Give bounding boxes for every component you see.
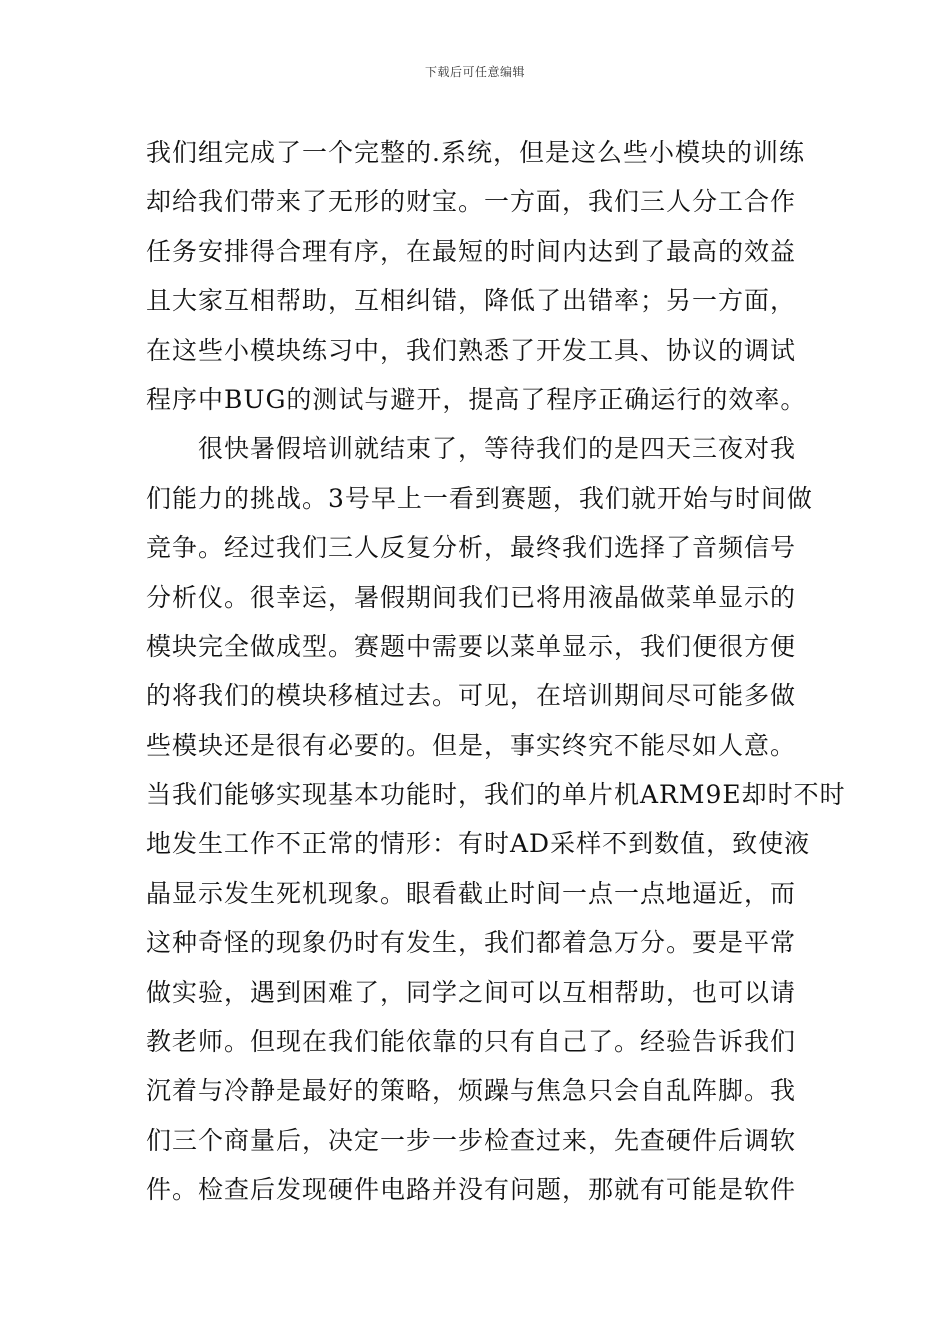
text-line: 沉着与冷静是最好的策略，烦躁与焦急只会自乱阵脚。我 xyxy=(146,1076,797,1106)
text-line: 们三个商量后，决定一步一步检查过来，先查硬件后调软 xyxy=(146,1125,797,1155)
text-line: 当我们能够实现基本功能时，我们的单片机ARM9E却时不时 xyxy=(146,780,846,810)
text-line: 们能力的挑战。3号早上一看到赛题，我们就开始与时间做 xyxy=(146,483,813,513)
paragraph-start-line: 很快暑假培训就结束了，等待我们的是四天三夜对我 xyxy=(146,434,797,464)
text-line: 做实验，遇到困难了，同学之间可以互相帮助，也可以请 xyxy=(146,977,797,1007)
text-line: 程序中BUG的测试与避开，提高了程序正确运行的效率。 xyxy=(146,384,807,414)
text-line: 竞争。经过我们三人反复分析，最终我们选择了音频信号 xyxy=(146,533,797,563)
text-line: 却给我们带来了无形的财宝。一方面，我们三人分工合作 xyxy=(146,187,797,217)
text-line: 件。检查后发现硬件电路并没有问题，那就有可能是软件 xyxy=(146,1175,797,1205)
text-line: 地发生工作不正常的情形：有时AD采样不到数值，致使液 xyxy=(146,829,811,859)
text-line: 模块完全做成型。赛题中需要以菜单显示，我们便很方便 xyxy=(146,631,797,661)
text-line: 分析仪。很幸运，暑假期间我们已将用液晶做菜单显示的 xyxy=(146,582,797,612)
page-header: 下载后可任意编辑 xyxy=(424,65,525,79)
document-body xyxy=(146,128,846,1215)
text-line: 这种奇怪的现象仍时有发生，我们都着急万分。要是平常 xyxy=(146,928,797,958)
text-line: 且大家互相帮助，互相纠错，降低了出错率；另一方面， xyxy=(146,286,797,316)
text-line: 些模块还是很有必要的。但是，事实终究不能尽如人意。 xyxy=(146,730,797,760)
text-line: 晶显示发生死机现象。眼看截止时间一点一点地逼近，而 xyxy=(146,878,797,908)
text-line: 在这些小模块练习中，我们熟悉了开发工具、协议的调试 xyxy=(146,335,797,365)
text-line: 任务安排得合理有序，在最短的时间内达到了最高的效益 xyxy=(146,236,797,266)
text-line: 的将我们的模块移植过去。可见，在培训期间尽可能多做 xyxy=(146,681,797,711)
text-line: 教老师。但现在我们能依靠的只有自己了。经验告诉我们 xyxy=(146,1027,797,1057)
text-line: 我们组完成了一个完整的.系统，但是这么些小模块的训练 xyxy=(146,138,805,167)
